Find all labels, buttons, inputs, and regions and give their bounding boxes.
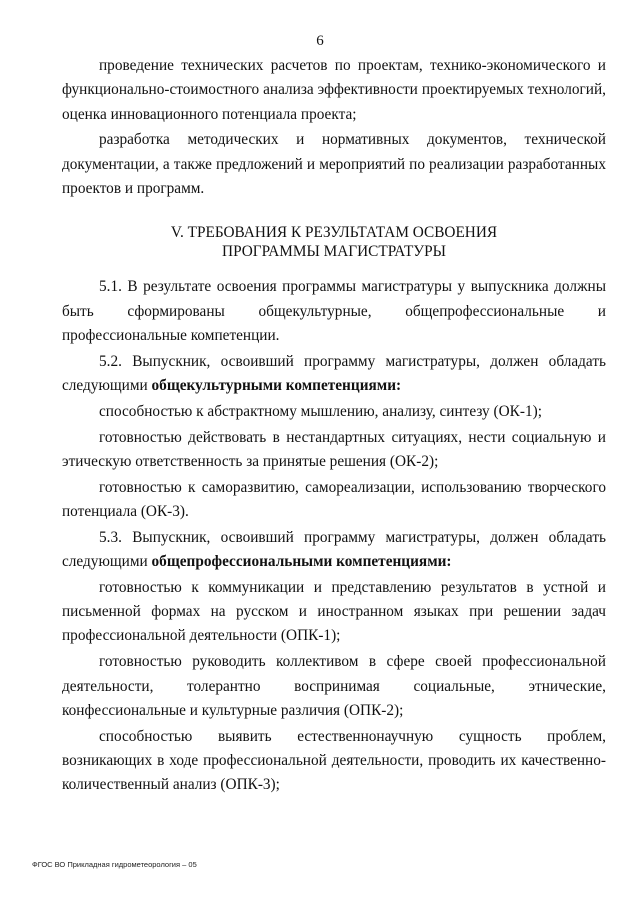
document-body	[62, 54, 606, 799]
section-heading-line-2: ПРОГРАММЫ МАГИСТРАТУРЫ	[222, 243, 446, 261]
section-heading	[62, 223, 606, 261]
paragraph-5-1: 5.1. В результате освоения программы магистратуры у выпускника должны быть сформированы общекультурные, общепрофессиональные и профессиональные компетенции.	[62, 278, 606, 344]
paragraph-5-2-bold: общекультурными компетенциями:	[151, 376, 402, 394]
paragraph-methodical-documents: разработка методических и нормативных документов, технической документации, а также предложений и мероприятий по реализации разработанных проектов и программ.	[62, 131, 606, 197]
paragraph-5-2	[62, 350, 606, 399]
competency-opk-2: готовностью руководить коллективом в сфере своей профессиональной деятельности, толерантно воспринимая социальные, этнические, конфессиональные и культурные различия (ОПК-2);	[62, 653, 606, 719]
page-footer: ФГОС ВО Прикладная гидрометеорология – 05	[32, 860, 197, 869]
competency-opk-1: готовностью к коммуникации и представлению результатов в устной и письменной формах на русском и иностранном языках при решении задач профессиональной деятельности (ОПК-1);	[62, 578, 606, 645]
paragraph-5-3-text: 5.3. Выпускник, освоивший программу магистратуры, должен обладать следующими	[62, 528, 606, 571]
competency-opk-3: способностью выявить естественнонаучную сущность проблем, возникающих в ходе профессиональной деятельности, проводить их качественно-количественный анализ (ОПК-3);	[62, 727, 606, 794]
paragraph-5-2-text: 5.2. Выпускник, освоивший программу магистратуры, должен обладать следующими	[62, 352, 606, 394]
competency-ok-1: способностью к абстрактному мышлению, анализу, синтезу (ОК-1);	[99, 402, 542, 420]
paragraph-5-3-bold: общепрофессиональными компетенциями:	[151, 553, 452, 571]
page-number: 6	[316, 33, 324, 49]
section-heading-line-1: V. ТРЕБОВАНИЯ К РЕЗУЛЬТАТАМ ОСВОЕНИЯ	[170, 224, 498, 242]
competency-ok-2: готовностью действовать в нестандартных ситуациях, нести социальную и этическую ответственность за принятые решения (ОК-2);	[62, 428, 606, 470]
paragraph-5-3	[62, 526, 606, 575]
competency-ok-3: готовностью к саморазвитию, самореализации, использованию творческого потенциала (ОК-3).	[62, 478, 606, 520]
paragraph-technical-calculations: проведение технических расчетов по проектам, технико-экономического и функционально-стоимостного анализа эффективности проектируемых технологий, оценка инновационного потенциала проекта;	[62, 57, 606, 123]
